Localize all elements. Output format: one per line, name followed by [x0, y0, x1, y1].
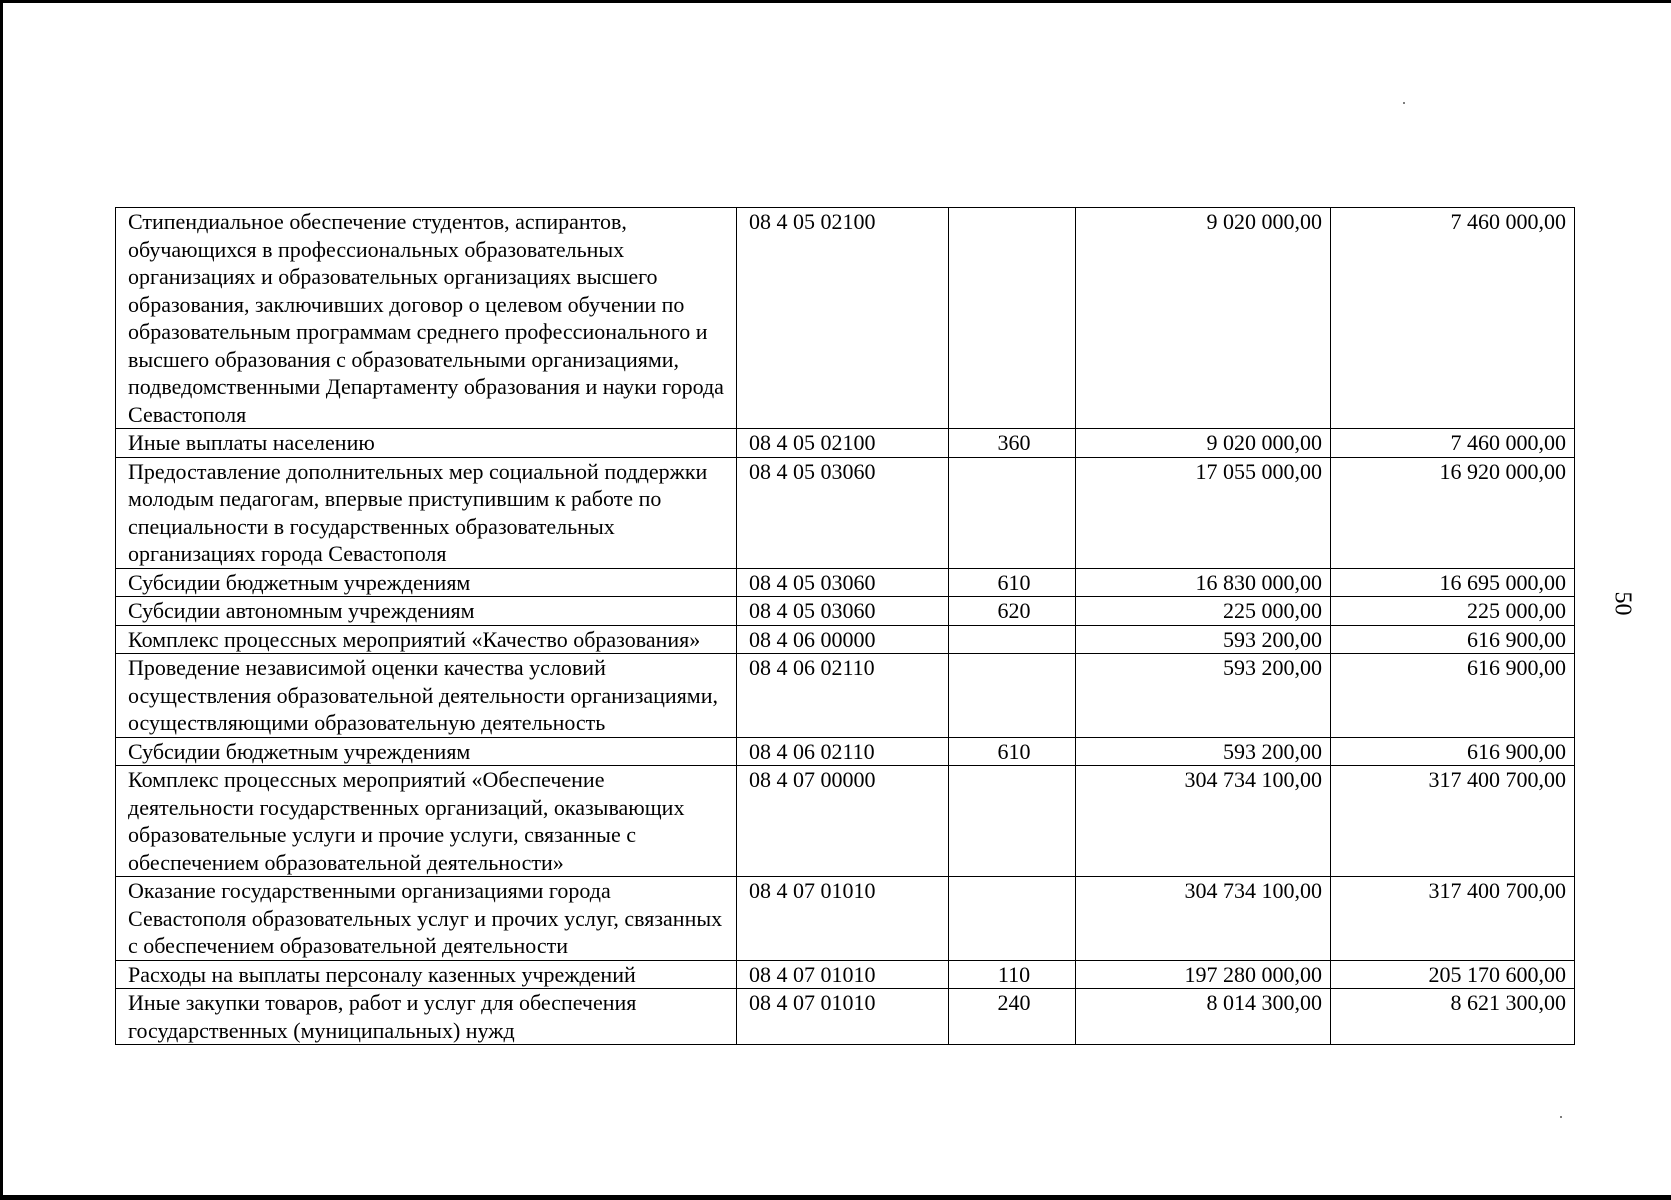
row-name-cell: Субсидии автономным учреждениям [116, 597, 737, 626]
row-name-cell: Расходы на выплаты персоналу казенных учреждений [116, 960, 737, 989]
row-expense-type-cell [949, 457, 1076, 568]
table-row [116, 877, 1575, 961]
budget-table-body [116, 208, 1575, 1045]
row-code-cell: 08 4 06 02110 [737, 737, 949, 766]
table-row [116, 208, 1575, 429]
row-code-cell: 08 4 05 02100 [737, 429, 949, 458]
row-code-cell: 08 4 06 02110 [737, 654, 949, 738]
row-amount-year2-cell: 7 460 000,00 [1331, 208, 1575, 429]
row-amount-year1-cell: 593 200,00 [1076, 737, 1331, 766]
row-name-cell: Комплекс процессных мероприятий «Обеспечение деятельности государственных организаций, оказывающих образовательные услуги и прочие услуги, связанные с обеспечением образовательной деятельности» [116, 766, 737, 877]
row-code-cell: 08 4 05 02100 [737, 208, 949, 429]
row-amount-year1-cell: 593 200,00 [1076, 625, 1331, 654]
table-row [116, 960, 1575, 989]
row-expense-type-cell: 110 [949, 960, 1076, 989]
row-amount-year1-cell: 197 280 000,00 [1076, 960, 1331, 989]
row-expense-type-cell [949, 654, 1076, 738]
row-expense-type-cell: 620 [949, 597, 1076, 626]
table-row [116, 568, 1575, 597]
row-amount-year2-cell: 205 170 600,00 [1331, 960, 1575, 989]
row-name-cell: Иные выплаты населению [116, 429, 737, 458]
row-amount-year1-cell: 9 020 000,00 [1076, 208, 1331, 429]
row-amount-year2-cell: 616 900,00 [1331, 654, 1575, 738]
row-expense-type-cell [949, 625, 1076, 654]
row-amount-year1-cell: 225 000,00 [1076, 597, 1331, 626]
row-amount-year2-cell: 16 695 000,00 [1331, 568, 1575, 597]
row-amount-year1-cell: 9 020 000,00 [1076, 429, 1331, 458]
row-code-cell: 08 4 05 03060 [737, 597, 949, 626]
scan-border-bottom [0, 1195, 1671, 1200]
table-row [116, 429, 1575, 458]
row-name-cell: Стипендиальное обеспечение студентов, аспирантов, обучающихся в профессиональных образовательных организациях и образовательных организациях высшего образования, заключивших договор о целевом обучении по образовательным программам среднего профессионального и высшего образования с образовательными организациями, подведомственными Департаменту образования и науки города Севастополя [116, 208, 737, 429]
row-amount-year1-cell: 304 734 100,00 [1076, 877, 1331, 961]
scan-speck [1560, 1116, 1562, 1118]
row-amount-year2-cell: 317 400 700,00 [1331, 877, 1575, 961]
table-row [116, 597, 1575, 626]
row-code-cell: 08 4 07 01010 [737, 960, 949, 989]
row-name-cell: Оказание государственными организациями города Севастополя образовательных услуг и прочих услуг, связанных с обеспечением образовательной деятельности [116, 877, 737, 961]
row-code-cell: 08 4 05 03060 [737, 457, 949, 568]
row-expense-type-cell: 360 [949, 429, 1076, 458]
row-amount-year2-cell: 225 000,00 [1331, 597, 1575, 626]
row-name-cell: Проведение независимой оценки качества условий осуществления образовательной деятельности организациями, осуществляющими образовательную деятельность [116, 654, 737, 738]
row-code-cell: 08 4 05 03060 [737, 568, 949, 597]
table-row [116, 457, 1575, 568]
row-amount-year1-cell: 16 830 000,00 [1076, 568, 1331, 597]
row-amount-year2-cell: 7 460 000,00 [1331, 429, 1575, 458]
row-code-cell: 08 4 07 01010 [737, 989, 949, 1045]
row-amount-year2-cell: 317 400 700,00 [1331, 766, 1575, 877]
row-amount-year2-cell: 16 920 000,00 [1331, 457, 1575, 568]
budget-table [115, 207, 1575, 1045]
table-row [116, 625, 1575, 654]
row-name-cell: Комплекс процессных мероприятий «Качество образования» [116, 625, 737, 654]
page-number: 50 [1609, 591, 1636, 616]
row-amount-year2-cell: 8 621 300,00 [1331, 989, 1575, 1045]
row-expense-type-cell: 240 [949, 989, 1076, 1045]
scan-border-top [0, 0, 1671, 3]
row-name-cell: Иные закупки товаров, работ и услуг для обеспечения государственных (муниципальных) нужд [116, 989, 737, 1045]
row-amount-year2-cell: 616 900,00 [1331, 737, 1575, 766]
scan-border-left [0, 0, 3, 1200]
table-row [116, 654, 1575, 738]
row-amount-year1-cell: 8 014 300,00 [1076, 989, 1331, 1045]
row-expense-type-cell [949, 766, 1076, 877]
row-expense-type-cell [949, 877, 1076, 961]
row-name-cell: Субсидии бюджетным учреждениям [116, 568, 737, 597]
table-row [116, 766, 1575, 877]
table-row [116, 737, 1575, 766]
row-expense-type-cell [949, 208, 1076, 429]
row-expense-type-cell: 610 [949, 568, 1076, 597]
row-amount-year1-cell: 304 734 100,00 [1076, 766, 1331, 877]
table-row [116, 989, 1575, 1045]
row-expense-type-cell: 610 [949, 737, 1076, 766]
row-name-cell: Субсидии бюджетным учреждениям [116, 737, 737, 766]
row-code-cell: 08 4 07 00000 [737, 766, 949, 877]
row-amount-year1-cell: 593 200,00 [1076, 654, 1331, 738]
row-code-cell: 08 4 07 01010 [737, 877, 949, 961]
row-amount-year2-cell: 616 900,00 [1331, 625, 1575, 654]
row-amount-year1-cell: 17 055 000,00 [1076, 457, 1331, 568]
row-name-cell: Предоставление дополнительных мер социальной поддержки молодым педагогам, впервые приступившим к работе по специальности в государственных образовательных организациях города Севастополя [116, 457, 737, 568]
row-code-cell: 08 4 06 00000 [737, 625, 949, 654]
scan-speck [1403, 102, 1405, 104]
